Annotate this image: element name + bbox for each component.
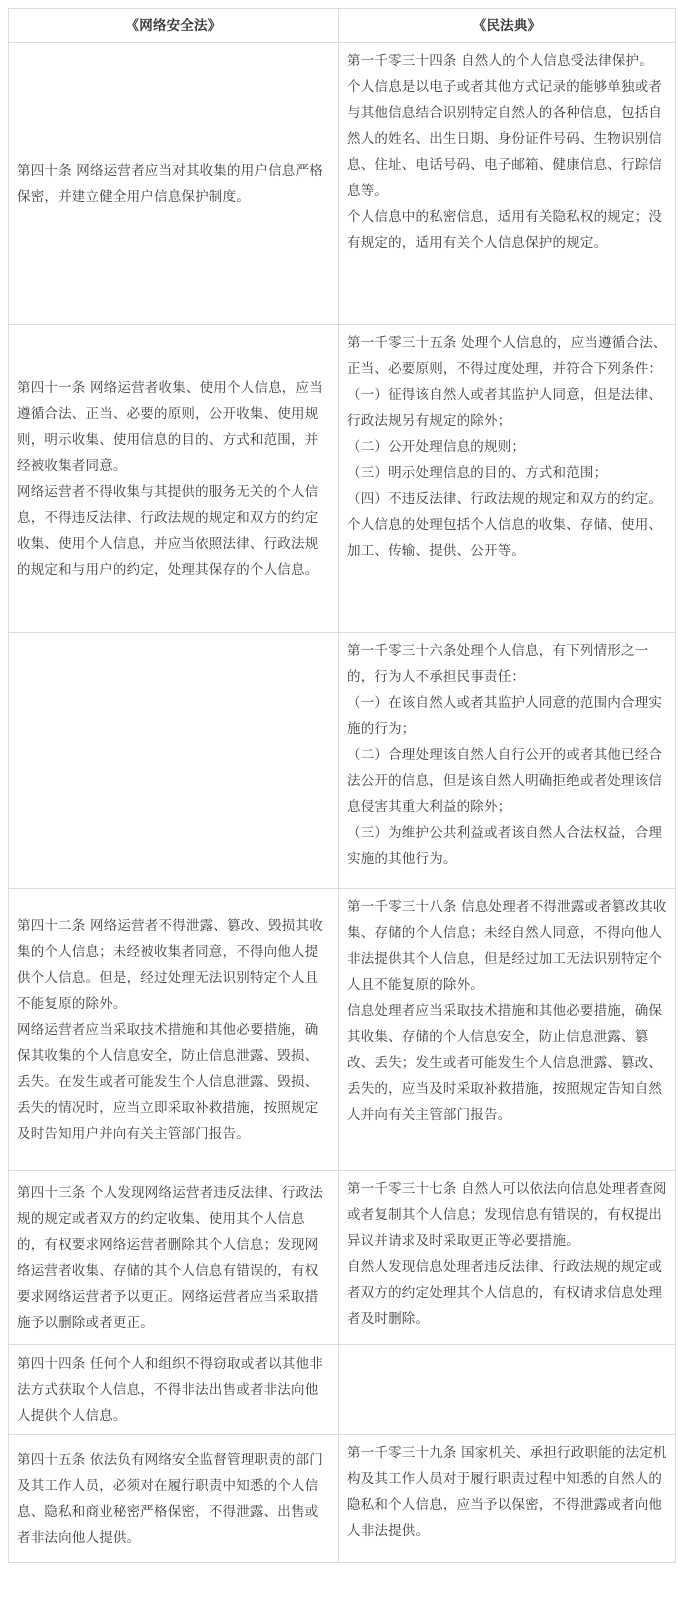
civil-code-paragraph: （一）在该自然人或者其监护人同意的范围内合理实施的行为； [347, 695, 663, 737]
cybersecurity-law-paragraph: 第四十三条 个人发现网络运营者违反法律、行政法规的规定或者双方的约定收集、使用其个人信息的，有权要求网络运营者删除其个人信息；发现网络运营者收集、存储的其个人信息有错误的，有权要求网络运营者予以更正。网络运营者应当采取措施予以删除或者更正。 [17, 1184, 323, 1331]
cybersecurity-law-paragraph: 网络运营者应当采取技术措施和其他必要措施，确保其收集的个人信息安全，防止信息泄露、毁损、丢失。在发生或者可能发生个人信息泄露、毁损、丢失的情况时，应当立即采取补救措施，按照规定及时告知用户并向有关主管部门报告。 [17, 1021, 319, 1142]
table-row [9, 1171, 676, 1345]
civil-code-paragraph: （一）征得该自然人或者其监护人同意，但是法律、行政法规另有规定的除外； [347, 387, 663, 429]
cybersecurity-law-paragraph: 第四十二条 网络运营者不得泄露、篡改、毁损其收集的个人信息；未经被收集者同意，不得向他人提供个人信息。但是，经过处理无法识别特定个人且不能复原的除外。 [17, 917, 323, 1012]
civil-code-cell [339, 1171, 676, 1345]
table-row [9, 43, 676, 325]
header-civil-code: 《民法典》 [339, 9, 676, 43]
cybersecurity-law-cell [9, 325, 339, 633]
civil-code-paragraph: 信息处理者应当采取技术措施和其他必要措施，确保其收集、存储的个人信息安全，防止信息泄露、篡改、丢失；发生或者可能发生个人信息泄露、篡改、丢失的，应当及时采取补救措施，按照规定告知自然人并向有关主管部门报告。 [347, 1003, 663, 1123]
table-row [9, 1435, 676, 1563]
cybersecurity-law-cell [9, 43, 339, 325]
cybersecurity-law-cell [9, 889, 339, 1171]
header-row [9, 9, 676, 43]
cybersecurity-law-cell [9, 1435, 339, 1563]
cybersecurity-law-cell [9, 1171, 339, 1345]
civil-code-paragraph: 个人信息的处理包括个人信息的收集、存储、使用、加工、传输、提供、公开等。 [347, 517, 663, 559]
civil-code-cell [339, 325, 676, 633]
cybersecurity-law-cell [9, 633, 339, 889]
comparison-table [8, 8, 676, 1563]
civil-code-cell [339, 1345, 676, 1435]
civil-code-paragraph: （三）明示处理信息的目的、方式和范围； [347, 465, 608, 481]
table-row [9, 1345, 676, 1435]
civil-code-paragraph: 个人信息是以电子或者其他方式记录的能够单独或者与其他信息结合识别特定自然人的各种信息，包括自然人的姓名、出生日期、身份证件号码、生物识别信息、住址、电话号码、电子邮箱、健康信息、行踪信息等。 [347, 79, 663, 199]
cybersecurity-law-paragraph: 第四十一条 网络运营者收集、使用个人信息，应当遵循合法、正当、必要的原则，公开收集、使用规则，明示收集、使用信息的目的、方式和范围，并经被收集者同意。 [17, 379, 323, 474]
cybersecurity-law-paragraph: 网络运营者不得收集与其提供的服务无关的个人信息，不得违反法律、行政法规的规定和双方的约定收集、使用个人信息，并应当依照法律、行政法规的规定和与用户的约定，处理其保存的个人信息。 [17, 483, 319, 578]
cybersecurity-law-paragraph: 第四十四条 任何个人和组织不得窃取或者以其他非法方式获取个人信息，不得非法出售或者非法向他人提供个人信息。 [17, 1355, 323, 1424]
civil-code-cell [339, 889, 676, 1171]
civil-code-paragraph: 第一千零三十五条 处理个人信息的，应当遵循合法、正当、必要原则，不得过度处理，并符合下列条件： [347, 335, 667, 377]
cybersecurity-law-paragraph: 第四十五条 依法负有网络安全监督管理职责的部门及其工作人员，必须对在履行职责中知悉的个人信息、隐私和商业秘密严格保密，不得泄露、出售或者非法向他人提供。 [17, 1451, 323, 1546]
civil-code-paragraph: 第一千零三十九条 国家机关、承担行政职能的法定机构及其工作人员对于履行职责过程中知悉的自然人的隐私和个人信息，应当予以保密，不得泄露或者向他人非法提供。 [347, 1445, 667, 1539]
civil-code-cell [339, 43, 676, 325]
civil-code-cell [339, 633, 676, 889]
civil-code-paragraph: 第一千零三十七条 自然人可以依法向信息处理者查阅或者复制其个人信息；发现信息有错误的，有权提出异议并请求及时采取更正等必要措施。 [347, 1181, 667, 1249]
civil-code-paragraph: 自然人发现信息处理者违反法律、行政法规的规定或者双方的约定处理其个人信息的，有权请求信息处理者及时删除。 [347, 1259, 663, 1327]
table-row [9, 325, 676, 633]
header-cybersecurity-law: 《网络安全法》 [9, 9, 339, 43]
table-row [9, 889, 676, 1171]
civil-code-paragraph: 第一千零三十八条 信息处理者不得泄露或者篡改其收集、存储的个人信息；未经自然人同意，不得向他人非法提供其个人信息，但是经过加工无法识别特定个人且不能复原的除外。 [347, 899, 667, 993]
civil-code-paragraph: 个人信息中的私密信息，适用有关隐私权的规定；没有规定的，适用有关个人信息保护的规定。 [347, 209, 663, 251]
civil-code-paragraph: （二）公开处理信息的规则； [347, 439, 526, 455]
cybersecurity-law-paragraph: 第四十条 网络运营者应当对其收集的用户信息严格保密，并建立健全用户信息保护制度。 [17, 162, 323, 205]
cybersecurity-law-cell [9, 1345, 339, 1435]
civil-code-paragraph: （四）不违反法律、行政法规的规定和双方的约定。 [347, 491, 663, 507]
civil-code-paragraph: （二）合理处理该自然人自行公开的或者其他已经合法公开的信息，但是该自然人明确拒绝或者处理该信息侵害其重大利益的除外； [347, 747, 663, 815]
civil-code-paragraph: 第一千零三十四条 自然人的个人信息受法律保护。 [347, 53, 653, 69]
civil-code-paragraph: （三）为维护公共利益或者该自然人合法权益，合理实施的其他行为。 [347, 825, 663, 867]
table-row [9, 633, 676, 889]
civil-code-cell [339, 1435, 676, 1563]
civil-code-paragraph: 第一千零三十六条处理个人信息，有下列情形之一的，行为人不承担民事责任： [347, 643, 649, 685]
